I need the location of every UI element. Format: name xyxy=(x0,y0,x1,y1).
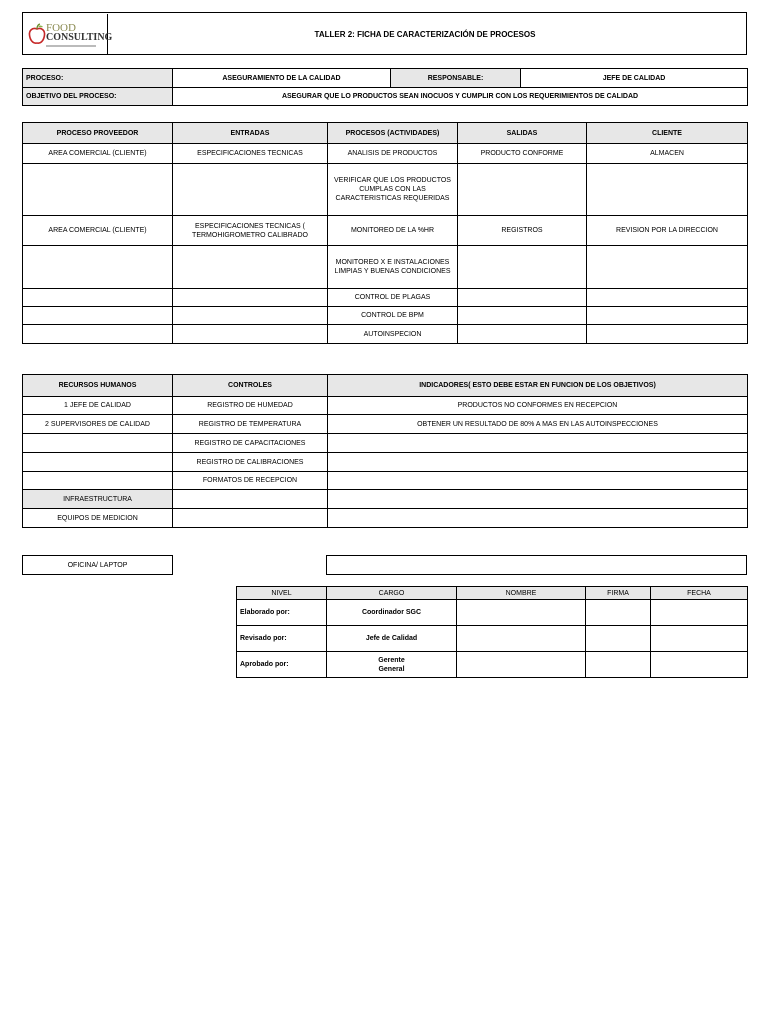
table-cell xyxy=(651,652,748,678)
table-cell xyxy=(587,289,748,307)
table-cell: ANALISIS DE PRODUCTOS xyxy=(328,144,458,164)
table-cell xyxy=(458,164,587,216)
table-cell xyxy=(457,652,586,678)
table-cell: INFRAESTRUCTURA xyxy=(23,490,173,509)
table-row xyxy=(237,626,748,652)
table-cell: REGISTRO DE HUMEDAD xyxy=(173,397,328,415)
header-cliente: CLIENTE xyxy=(587,123,748,144)
office-label: OFICINA/ LAPTOP xyxy=(23,556,173,575)
table-cell xyxy=(23,307,173,325)
process-info-table xyxy=(22,68,748,106)
table-cell: MONITOREO X E INSTALACIONES LIMPIAS Y BUENAS CONDICIONES xyxy=(328,246,458,289)
apple-logo-icon xyxy=(28,23,46,45)
table-row xyxy=(23,509,748,528)
table-cell: REGISTRO DE CAPACITACIONES xyxy=(173,434,328,453)
table-cell xyxy=(587,164,748,216)
table-cell xyxy=(173,490,328,509)
logo-text-food: FOOD xyxy=(46,22,76,34)
table-cell: REGISTRO DE TEMPERATURA xyxy=(173,415,328,434)
table-cell: Elaborado por: xyxy=(237,600,327,626)
table-cell xyxy=(328,453,748,472)
responsable-value: JEFE DE CALIDAD xyxy=(521,69,748,88)
table-cell xyxy=(458,325,587,344)
logo-text-consulting: CONSULTING xyxy=(46,32,113,43)
table-cell xyxy=(651,626,748,652)
table-cell: Gerente General xyxy=(327,652,457,678)
signatures-table xyxy=(236,586,748,678)
table-cell xyxy=(23,246,173,289)
table-cell: REGISTROS xyxy=(458,216,587,246)
table-cell: 1 JEFE DE CALIDAD xyxy=(23,397,173,415)
table-row xyxy=(23,216,748,246)
objetivo-value: ASEGURAR QUE LO PRODUCTOS SEAN INOCUOS Y CUMPLIR CON LOS REQUERIMIENTOS DE CALIDAD xyxy=(173,88,748,106)
table-row xyxy=(23,246,748,289)
table-cell xyxy=(586,600,651,626)
table-cell: AREA COMERCIAL (CLIENTE) xyxy=(23,216,173,246)
table-cell: Aprobado por: xyxy=(237,652,327,678)
table-cell xyxy=(173,307,328,325)
table-cell: AUTOINSPECION xyxy=(328,325,458,344)
table-cell xyxy=(458,307,587,325)
table-cell: MONITOREO DE LA %HR xyxy=(328,216,458,246)
header-salidas: SALIDAS xyxy=(458,123,587,144)
table-cell: ESPECIFICACIONES TECNICAS ( TERMOHIGROMETRO CALIBRADO xyxy=(173,216,328,246)
table-row xyxy=(237,652,748,678)
table-cell xyxy=(328,472,748,490)
office-value-box xyxy=(326,555,747,575)
table-row xyxy=(23,289,748,307)
table-cell: PRODUCTOS NO CONFORMES EN RECEPCION xyxy=(328,397,748,415)
table-cell xyxy=(586,626,651,652)
table-row xyxy=(23,472,748,490)
table-cell xyxy=(173,325,328,344)
table-cell: CONTROL DE PLAGAS xyxy=(328,289,458,307)
header-entradas: ENTRADAS xyxy=(173,123,328,144)
table-row xyxy=(23,325,748,344)
responsable-label: RESPONSABLE: xyxy=(391,69,521,88)
table-cell xyxy=(23,325,173,344)
table-cell: ESPECIFICACIONES TECNICAS xyxy=(173,144,328,164)
table-cell xyxy=(458,246,587,289)
process-table xyxy=(22,122,748,344)
table-cell xyxy=(328,434,748,453)
table-cell: ALMACEN xyxy=(587,144,748,164)
table-row xyxy=(23,307,748,325)
table-cell: AREA COMERCIAL (CLIENTE) xyxy=(23,144,173,164)
table-cell xyxy=(328,490,748,509)
table-cell xyxy=(587,307,748,325)
table-cell xyxy=(173,289,328,307)
table-cell xyxy=(173,164,328,216)
office-table xyxy=(22,555,173,575)
table-cell: VERIFICAR QUE LOS PRODUCTOS CUMPLAS CON LAS CARACTERISTICAS REQUERIDAS xyxy=(328,164,458,216)
table-cell xyxy=(587,246,748,289)
table-cell: PRODUCTO CONFORME xyxy=(458,144,587,164)
resources-table xyxy=(22,374,748,528)
objetivo-label: OBJETIVO DEL PROCESO: xyxy=(23,88,173,106)
table-cell: REGISTRO DE CALIBRACIONES xyxy=(173,453,328,472)
table-cell: Jefe de Calidad xyxy=(327,626,457,652)
table-cell xyxy=(457,600,586,626)
table-cell xyxy=(586,652,651,678)
header-proceso-proveedor: PROCESO PROVEEDOR xyxy=(23,123,173,144)
table-row xyxy=(23,164,748,216)
logo-tagline xyxy=(46,45,96,47)
table-row xyxy=(237,600,748,626)
table-cell xyxy=(173,246,328,289)
header-procesos: PROCESOS (ACTIVIDADES) xyxy=(328,123,458,144)
table-cell: FORMATOS DE RECEPCION xyxy=(173,472,328,490)
table-row xyxy=(23,490,748,509)
table-cell xyxy=(328,509,748,528)
header-controles: CONTROLES xyxy=(173,375,328,397)
table-cell xyxy=(651,600,748,626)
table-row xyxy=(23,453,748,472)
table-cell: Coordinador SGC xyxy=(327,600,457,626)
table-cell xyxy=(23,472,173,490)
table-cell: CONTROL DE BPM xyxy=(328,307,458,325)
table-cell xyxy=(173,509,328,528)
header-nivel: NIVEL xyxy=(237,587,327,600)
table-cell xyxy=(23,289,173,307)
table-cell: REVISION POR LA DIRECCION xyxy=(587,216,748,246)
table-cell: EQUIPOS DE MEDICION xyxy=(23,509,173,528)
table-row xyxy=(23,397,748,415)
table-row xyxy=(23,434,748,453)
table-cell: Revisado por: xyxy=(237,626,327,652)
table-cell xyxy=(587,325,748,344)
table-cell: 2 SUPERVISORES DE CALIDAD xyxy=(23,415,173,434)
document-header xyxy=(22,12,747,55)
table-cell xyxy=(23,434,173,453)
table-cell xyxy=(458,289,587,307)
header-cargo: CARGO xyxy=(327,587,457,600)
table-cell xyxy=(457,626,586,652)
table-cell xyxy=(23,453,173,472)
header-nombre: NOMBRE xyxy=(457,587,586,600)
proceso-label: PROCESO: xyxy=(23,69,173,88)
header-indicadores: INDICADORES( ESTO DEBE ESTAR EN FUNCION DE LOS OBJETIVOS) xyxy=(328,375,748,397)
header-firma: FIRMA xyxy=(586,587,651,600)
table-row xyxy=(23,144,748,164)
table-cell: OBTENER UN RESULTADO DE 80% A MAS EN LAS AUTOINSPECCIONES xyxy=(328,415,748,434)
company-logo xyxy=(24,14,113,54)
proceso-value: ASEGURAMIENTO DE LA CALIDAD xyxy=(173,69,391,88)
table-cell xyxy=(23,164,173,216)
header-fecha: FECHA xyxy=(651,587,748,600)
table-row xyxy=(23,415,748,434)
header-recursos-humanos: RECURSOS HUMANOS xyxy=(23,375,173,397)
document-title: TALLER 2: FICHA DE CARACTERIZACIÓN DE PROCESOS xyxy=(314,29,536,39)
